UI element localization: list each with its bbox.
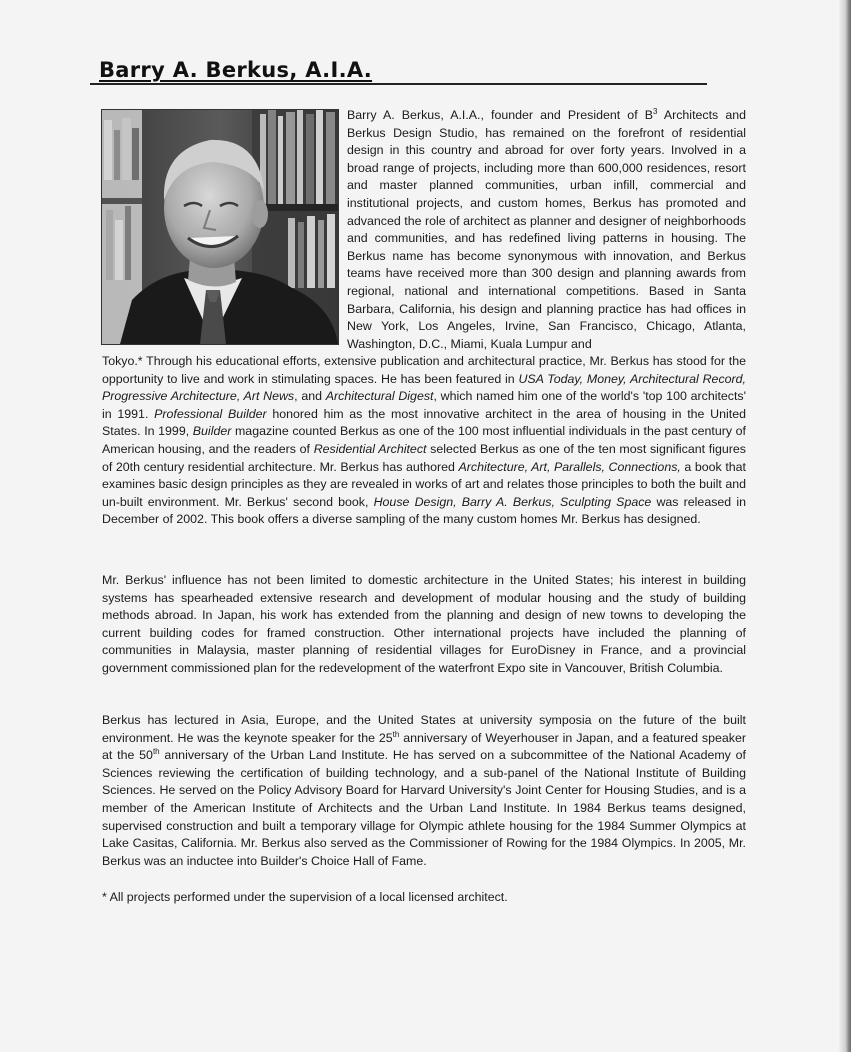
bio-intro-paragraph: Barry A. Berkus, A.I.A., founder and President of $B^3$ Architects and Berkus Design Studio, has remained on the forefront of residential design in this country and abroad for over forty years. Involved in a broad range of projects, including more than 600,000 residences, resort and master planned communities, urban infill, commercial and institutional projects, and custom homes, Berkus has promoted and advanced the role of architect as planner and designer of neighborhoods and communities, and has redefined living patterns in housing. The Berkus name has become synonymous with innovation, and Berkus teams have received more than 300 design and planning awards from regional, national and international competitions. Based in Santa Barbara, California, his design and planning practice has had offices in New York, Los Angeles, Irvine, San Francisco, Chicago, Atlanta, Washington, D.C., Miami, Kuala Lumpur and [347, 106, 746, 351]
page-edge-shadow [839, 0, 851, 1052]
bio-intro-continued-paragraph: Tokyo.* Through his educational efforts, extensive publication and architectural practice, Mr. Berkus has stood for the opportunity to live and work in stimulating spaces. He has been featured in USA Today, Money, Architectural Record, Progressive Architecture, Art News, and Architectural Digest, which named him one of the world's 'top 100 architects' in 1991. Professional Builder honored him as the most innovative architect in the area of housing in the United States. In 1999, Builder magazine counted Berkus as one of the 100 most influential individuals in the past century of American housing, and the readers of Residential Architect selected Berkus as one of the ten most significant figures of 20th century residential architecture. Mr. Berkus has authored Architecture, Art, Parallels, Connections, a book that examines basic design principles as they are revealed in works of art and relates those principles to both the built and un-built environment. Mr. Berkus' second book, House Design, Barry A. Berkus, Sculpting Space was released in December of 2002. This book offers a diverse sampling of the many custom homes Mr. Berkus has designed. [102, 354, 746, 527]
bio-influence-paragraph: Mr. Berkus' influence has not been limited to domestic architecture in the United States; his interest in building systems has spearheaded extensive research and development of modular housing and the study of building methods abroad. In Japan, his work has extended from the planning and design of new towns to developing the current building codes for framed construction. Other international projects have included the planning of communities in Malaysia, master planning of residential villages for EuroDisney in France, and a provincial government commissioned plan for the redevelopment of the waterfront Expo site in Vancouver, British Columbia. [102, 573, 746, 675]
portrait-illustration [102, 110, 338, 344]
title-rule [90, 83, 707, 85]
page-title: Barry A. Berkus, A.I.A. [99, 58, 373, 82]
bio-lectures-paragraph: Berkus has lectured in Asia, Europe, and the United States at university symposia on the future of the built environment. He was the keynote speaker for the 25th anniversary of Weyerhouser in Japan, and a featured speaker at the 50th anniversary of the Urban Land Institute. He has served on a subcommittee of the National Academy of Sciences reviewing the certification of building technology, and a sub-panel of the National Institute of Building Sciences. He served on the Policy Advisory Board for Harvard University's Joint Center for Housing Studies, and is a member of the American Institute of Architects and the Urban Land Institute. In 1984 Berkus teams designed, supervised construction and built a temporary village for Olympic athlete housing for the 1984 Summer Olympics at Lake Casitas, California. Mr. Berkus also served as the Commissioner of Rowing for the 1984 Olympics. In 2005, Mr. Berkus was an inductee into Builder's Choice Hall of Fame. [102, 713, 747, 868]
footnote: * All projects performed under the supervision of a local licensed architect. [102, 890, 508, 904]
portrait-photo [101, 109, 339, 345]
